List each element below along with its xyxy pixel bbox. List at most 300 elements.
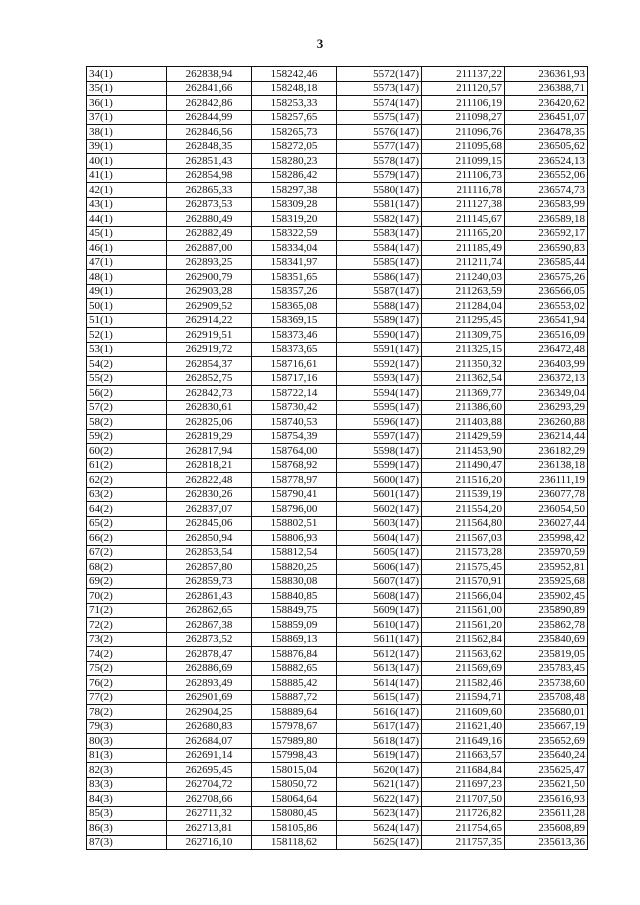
y-coord-cell: 158806,93: [252, 531, 337, 546]
point-id-cell: 5586(147): [337, 270, 422, 285]
y-coord-cell: 158373,65: [252, 342, 337, 357]
point-id-cell: 5582(147): [337, 212, 422, 227]
y-coord-cell: 235608,89: [505, 821, 588, 836]
point-id-cell: 60(2): [87, 444, 167, 459]
y-coord-cell: 158365,08: [252, 299, 337, 314]
x-coord-cell: 262684,07: [167, 734, 252, 749]
point-id-cell: 5601(147): [337, 487, 422, 502]
point-id-cell: 5608(147): [337, 589, 422, 604]
table-row: [87, 241, 588, 256]
y-coord-cell: 235625,47: [505, 763, 588, 778]
point-id-cell: 76(2): [87, 676, 167, 691]
x-coord-cell: 262850,94: [167, 531, 252, 546]
x-coord-cell: 211582,46: [422, 676, 505, 691]
point-id-cell: 5577(147): [337, 139, 422, 154]
point-id-cell: 65(2): [87, 516, 167, 531]
y-coord-cell: 158357,26: [252, 284, 337, 299]
y-coord-cell: 158286,42: [252, 168, 337, 183]
x-coord-cell: 262880,49: [167, 212, 252, 227]
y-coord-cell: 158322,59: [252, 226, 337, 241]
x-coord-cell: 211573,28: [422, 545, 505, 560]
point-id-cell: 78(2): [87, 705, 167, 720]
y-coord-cell: 158768,92: [252, 458, 337, 473]
x-coord-cell: 262878,47: [167, 647, 252, 662]
x-coord-cell: 211325,15: [422, 342, 505, 357]
x-coord-cell: 211490,47: [422, 458, 505, 473]
x-coord-cell: 211663,57: [422, 748, 505, 763]
point-id-cell: 5610(147): [337, 618, 422, 633]
table-row: [87, 154, 588, 169]
y-coord-cell: 158790,41: [252, 487, 337, 502]
x-coord-cell: 211429,59: [422, 429, 505, 444]
x-coord-cell: 211369,77: [422, 386, 505, 401]
x-coord-cell: 211185,49: [422, 241, 505, 256]
y-coord-cell: 158812,54: [252, 545, 337, 560]
point-id-cell: 5624(147): [337, 821, 422, 836]
table-row: [87, 473, 588, 488]
y-coord-cell: 236372,13: [505, 371, 588, 386]
table-row: [87, 502, 588, 517]
y-coord-cell: 158830,08: [252, 574, 337, 589]
x-coord-cell: 211284,04: [422, 299, 505, 314]
y-coord-cell: 158105,86: [252, 821, 337, 836]
x-coord-cell: 262844,99: [167, 110, 252, 125]
table-row: [87, 734, 588, 749]
point-id-cell: 54(2): [87, 357, 167, 372]
y-coord-cell: 235667,19: [505, 719, 588, 734]
y-coord-cell: 235952,81: [505, 560, 588, 575]
y-coord-cell: 236524,13: [505, 154, 588, 169]
table-row: [87, 96, 588, 111]
point-id-cell: 5593(147): [337, 371, 422, 386]
point-id-cell: 77(2): [87, 690, 167, 705]
point-id-cell: 38(1): [87, 125, 167, 140]
table-row: [87, 719, 588, 734]
x-coord-cell: 211106,19: [422, 96, 505, 111]
y-coord-cell: 158369,15: [252, 313, 337, 328]
table-row: [87, 299, 588, 314]
y-coord-cell: 236574,73: [505, 183, 588, 198]
x-coord-cell: 211554,20: [422, 502, 505, 517]
point-id-cell: 69(2): [87, 574, 167, 589]
y-coord-cell: 235970,59: [505, 545, 588, 560]
x-coord-cell: 262859,73: [167, 574, 252, 589]
y-coord-cell: 236361,93: [505, 67, 588, 82]
x-coord-cell: 262857,80: [167, 560, 252, 575]
y-coord-cell: 157989,80: [252, 734, 337, 749]
table-row: [87, 618, 588, 633]
y-coord-cell: 236388,71: [505, 81, 588, 96]
y-coord-cell: 158064,64: [252, 792, 337, 807]
x-coord-cell: 211403,88: [422, 415, 505, 430]
point-id-cell: 79(3): [87, 719, 167, 734]
x-coord-cell: 262851,43: [167, 154, 252, 169]
x-coord-cell: 211569,69: [422, 661, 505, 676]
table-row: [87, 661, 588, 676]
y-coord-cell: 158319,20: [252, 212, 337, 227]
point-id-cell: 63(2): [87, 487, 167, 502]
table-row: [87, 125, 588, 140]
point-id-cell: 5574(147): [337, 96, 422, 111]
y-coord-cell: 158242,46: [252, 67, 337, 82]
point-id-cell: 80(3): [87, 734, 167, 749]
table-row: [87, 603, 588, 618]
x-coord-cell: 211570,91: [422, 574, 505, 589]
point-id-cell: 5602(147): [337, 502, 422, 517]
y-coord-cell: 235652,69: [505, 734, 588, 749]
x-coord-cell: 262846,56: [167, 125, 252, 140]
x-coord-cell: 262903,28: [167, 284, 252, 299]
x-coord-cell: 211684,84: [422, 763, 505, 778]
point-id-cell: 51(1): [87, 313, 167, 328]
point-id-cell: 5578(147): [337, 154, 422, 169]
x-coord-cell: 211697,23: [422, 777, 505, 792]
y-coord-cell: 158840,85: [252, 589, 337, 604]
x-coord-cell: 211165,20: [422, 226, 505, 241]
point-id-cell: 68(2): [87, 560, 167, 575]
point-id-cell: 5588(147): [337, 299, 422, 314]
y-coord-cell: 235998,42: [505, 531, 588, 546]
point-id-cell: 5607(147): [337, 574, 422, 589]
point-id-cell: 64(2): [87, 502, 167, 517]
y-coord-cell: 158309,28: [252, 197, 337, 212]
x-coord-cell: 211754,65: [422, 821, 505, 836]
point-id-cell: 5617(147): [337, 719, 422, 734]
x-coord-cell: 262901,69: [167, 690, 252, 705]
y-coord-cell: 235613,36: [505, 835, 588, 850]
table-row: [87, 67, 588, 82]
table-row: [87, 560, 588, 575]
x-coord-cell: 211562,84: [422, 632, 505, 647]
y-coord-cell: 235925,68: [505, 574, 588, 589]
x-coord-cell: 262818,21: [167, 458, 252, 473]
x-coord-cell: 262853,54: [167, 545, 252, 560]
x-coord-cell: 262914,22: [167, 313, 252, 328]
point-id-cell: 5591(147): [337, 342, 422, 357]
point-id-cell: 82(3): [87, 763, 167, 778]
x-coord-cell: 211240,03: [422, 270, 505, 285]
x-coord-cell: 211099,15: [422, 154, 505, 169]
y-coord-cell: 235621,50: [505, 777, 588, 792]
y-coord-cell: 158253,33: [252, 96, 337, 111]
y-coord-cell: 158265,73: [252, 125, 337, 140]
y-coord-cell: 158015,04: [252, 763, 337, 778]
table-row: [87, 763, 588, 778]
point-id-cell: 87(3): [87, 835, 167, 850]
point-id-cell: 42(1): [87, 183, 167, 198]
table-row: [87, 676, 588, 691]
x-coord-cell: 211263,59: [422, 284, 505, 299]
point-id-cell: 56(2): [87, 386, 167, 401]
point-id-cell: 5584(147): [337, 241, 422, 256]
x-coord-cell: 211561,00: [422, 603, 505, 618]
x-coord-cell: 262862,65: [167, 603, 252, 618]
table-row: [87, 342, 588, 357]
table-row: [87, 835, 588, 850]
point-id-cell: 5587(147): [337, 284, 422, 299]
table-row: [87, 458, 588, 473]
x-coord-cell: 211295,45: [422, 313, 505, 328]
table-row: [87, 444, 588, 459]
point-id-cell: 67(2): [87, 545, 167, 560]
table-row: [87, 270, 588, 285]
point-id-cell: 5598(147): [337, 444, 422, 459]
point-id-cell: 5597(147): [337, 429, 422, 444]
x-coord-cell: 262909,52: [167, 299, 252, 314]
y-coord-cell: 236077,78: [505, 487, 588, 502]
x-coord-cell: 262886,69: [167, 661, 252, 676]
y-coord-cell: 157998,43: [252, 748, 337, 763]
table-row: [87, 415, 588, 430]
y-coord-cell: 236589,18: [505, 212, 588, 227]
point-id-cell: 84(3): [87, 792, 167, 807]
point-id-cell: 53(1): [87, 342, 167, 357]
y-coord-cell: 158272,05: [252, 139, 337, 154]
y-coord-cell: 158764,00: [252, 444, 337, 459]
point-id-cell: 5605(147): [337, 545, 422, 560]
table-row: [87, 328, 588, 343]
x-coord-cell: 262900,79: [167, 270, 252, 285]
x-coord-cell: 262695,45: [167, 763, 252, 778]
x-coord-cell: 211649,16: [422, 734, 505, 749]
y-coord-cell: 236260,88: [505, 415, 588, 430]
y-coord-cell: 235680,01: [505, 705, 588, 720]
point-id-cell: 5579(147): [337, 168, 422, 183]
y-coord-cell: 236575,26: [505, 270, 588, 285]
point-id-cell: 34(1): [87, 67, 167, 82]
table-row: [87, 705, 588, 720]
y-coord-cell: 158118,62: [252, 835, 337, 850]
y-coord-cell: 236182,29: [505, 444, 588, 459]
y-coord-cell: 236027,44: [505, 516, 588, 531]
x-coord-cell: 262873,53: [167, 197, 252, 212]
table-row: [87, 487, 588, 502]
point-id-cell: 72(2): [87, 618, 167, 633]
y-coord-cell: 158722,14: [252, 386, 337, 401]
table-row: [87, 748, 588, 763]
page-number: 3: [316, 36, 324, 51]
x-coord-cell: 211145,67: [422, 212, 505, 227]
point-id-cell: 49(1): [87, 284, 167, 299]
coordinates-table-body: [87, 67, 588, 850]
y-coord-cell: 235611,28: [505, 806, 588, 821]
x-coord-cell: 211211,74: [422, 255, 505, 270]
point-id-cell: 5575(147): [337, 110, 422, 125]
point-id-cell: 5618(147): [337, 734, 422, 749]
x-coord-cell: 262852,75: [167, 371, 252, 386]
table-row: [87, 255, 588, 270]
y-coord-cell: 158859,09: [252, 618, 337, 633]
point-id-cell: 35(1): [87, 81, 167, 96]
y-coord-cell: 158882,65: [252, 661, 337, 676]
y-coord-cell: 158869,13: [252, 632, 337, 647]
y-coord-cell: 158248,18: [252, 81, 337, 96]
y-coord-cell: 235783,45: [505, 661, 588, 676]
y-coord-cell: 157978,67: [252, 719, 337, 734]
point-id-cell: 5595(147): [337, 400, 422, 415]
y-coord-cell: 158257,65: [252, 110, 337, 125]
x-coord-cell: 211098,27: [422, 110, 505, 125]
y-coord-cell: 158802,51: [252, 516, 337, 531]
x-coord-cell: 262704,72: [167, 777, 252, 792]
point-id-cell: 5614(147): [337, 676, 422, 691]
x-coord-cell: 211309,75: [422, 328, 505, 343]
table-row: [87, 386, 588, 401]
point-id-cell: 5622(147): [337, 792, 422, 807]
table-row: [87, 110, 588, 125]
y-coord-cell: 236552,06: [505, 168, 588, 183]
point-id-cell: 5612(147): [337, 647, 422, 662]
point-id-cell: 57(2): [87, 400, 167, 415]
x-coord-cell: 211095,68: [422, 139, 505, 154]
point-id-cell: 70(2): [87, 589, 167, 604]
y-coord-cell: 236505,62: [505, 139, 588, 154]
x-coord-cell: 262865,33: [167, 183, 252, 198]
x-coord-cell: 262867,38: [167, 618, 252, 633]
y-coord-cell: 235616,93: [505, 792, 588, 807]
x-coord-cell: 262817,94: [167, 444, 252, 459]
point-id-cell: 73(2): [87, 632, 167, 647]
x-coord-cell: 211575,45: [422, 560, 505, 575]
point-id-cell: 5572(147): [337, 67, 422, 82]
x-coord-cell: 211566,04: [422, 589, 505, 604]
y-coord-cell: 235840,69: [505, 632, 588, 647]
y-coord-cell: 236403,99: [505, 357, 588, 372]
point-id-cell: 39(1): [87, 139, 167, 154]
coordinates-table: [86, 66, 588, 850]
y-coord-cell: 236293,29: [505, 400, 588, 415]
y-coord-cell: 158885,42: [252, 676, 337, 691]
point-id-cell: 50(1): [87, 299, 167, 314]
point-id-cell: 36(1): [87, 96, 167, 111]
table-row: [87, 516, 588, 531]
y-coord-cell: 158373,46: [252, 328, 337, 343]
x-coord-cell: 211567,03: [422, 531, 505, 546]
x-coord-cell: 211564,80: [422, 516, 505, 531]
table-row: [87, 313, 588, 328]
x-coord-cell: 262845,06: [167, 516, 252, 531]
x-coord-cell: 262887,00: [167, 241, 252, 256]
y-coord-cell: 236516,09: [505, 328, 588, 343]
point-id-cell: 44(1): [87, 212, 167, 227]
point-id-cell: 5615(147): [337, 690, 422, 705]
point-id-cell: 45(1): [87, 226, 167, 241]
table-row: [87, 226, 588, 241]
x-coord-cell: 262691,14: [167, 748, 252, 763]
x-coord-cell: 262822,48: [167, 473, 252, 488]
point-id-cell: 37(1): [87, 110, 167, 125]
point-id-cell: 5594(147): [337, 386, 422, 401]
point-id-cell: 5621(147): [337, 777, 422, 792]
point-id-cell: 5600(147): [337, 473, 422, 488]
table-row: [87, 371, 588, 386]
point-id-cell: 71(2): [87, 603, 167, 618]
x-coord-cell: 262904,25: [167, 705, 252, 720]
table-row: [87, 212, 588, 227]
y-coord-cell: 158876,84: [252, 647, 337, 662]
y-coord-cell: 236592,17: [505, 226, 588, 241]
point-id-cell: 5583(147): [337, 226, 422, 241]
y-coord-cell: 158730,42: [252, 400, 337, 415]
y-coord-cell: 158341,97: [252, 255, 337, 270]
point-id-cell: 5589(147): [337, 313, 422, 328]
x-coord-cell: 211609,60: [422, 705, 505, 720]
x-coord-cell: 211106,73: [422, 168, 505, 183]
table-row: [87, 632, 588, 647]
point-id-cell: 66(2): [87, 531, 167, 546]
table-row: [87, 168, 588, 183]
point-id-cell: 5580(147): [337, 183, 422, 198]
y-coord-cell: 236138,18: [505, 458, 588, 473]
table-row: [87, 777, 588, 792]
y-coord-cell: 158740,53: [252, 415, 337, 430]
point-id-cell: 5573(147): [337, 81, 422, 96]
x-coord-cell: 262680,83: [167, 719, 252, 734]
x-coord-cell: 211116,78: [422, 183, 505, 198]
table-row: [87, 357, 588, 372]
x-coord-cell: 262861,43: [167, 589, 252, 604]
y-coord-cell: 236420,62: [505, 96, 588, 111]
x-coord-cell: 262830,26: [167, 487, 252, 502]
point-id-cell: 5596(147): [337, 415, 422, 430]
x-coord-cell: 211594,71: [422, 690, 505, 705]
x-coord-cell: 211137,22: [422, 67, 505, 82]
table-row: [87, 690, 588, 705]
x-coord-cell: 262716,10: [167, 835, 252, 850]
x-coord-cell: 262893,25: [167, 255, 252, 270]
point-id-cell: 86(3): [87, 821, 167, 836]
point-id-cell: 62(2): [87, 473, 167, 488]
y-coord-cell: 236553,02: [505, 299, 588, 314]
point-id-cell: 5625(147): [337, 835, 422, 850]
point-id-cell: 5599(147): [337, 458, 422, 473]
point-id-cell: 5606(147): [337, 560, 422, 575]
point-id-cell: 48(1): [87, 270, 167, 285]
table-row: [87, 197, 588, 212]
x-coord-cell: 211096,76: [422, 125, 505, 140]
y-coord-cell: 236585,44: [505, 255, 588, 270]
x-coord-cell: 262819,29: [167, 429, 252, 444]
table-row: [87, 429, 588, 444]
x-coord-cell: 211120,57: [422, 81, 505, 96]
table-row: [87, 183, 588, 198]
x-coord-cell: 262842,86: [167, 96, 252, 111]
point-id-cell: 83(3): [87, 777, 167, 792]
point-id-cell: 74(2): [87, 647, 167, 662]
table-row: [87, 647, 588, 662]
y-coord-cell: 158887,72: [252, 690, 337, 705]
point-id-cell: 5609(147): [337, 603, 422, 618]
y-coord-cell: 235862,78: [505, 618, 588, 633]
x-coord-cell: 211621,40: [422, 719, 505, 734]
x-coord-cell: 211563,62: [422, 647, 505, 662]
y-coord-cell: 236541,94: [505, 313, 588, 328]
x-coord-cell: 262838,94: [167, 67, 252, 82]
y-coord-cell: 236478,35: [505, 125, 588, 140]
y-coord-cell: 158889,64: [252, 705, 337, 720]
x-coord-cell: 211707,50: [422, 792, 505, 807]
x-coord-cell: 211539,19: [422, 487, 505, 502]
y-coord-cell: 236583,99: [505, 197, 588, 212]
y-coord-cell: 236214,44: [505, 429, 588, 444]
point-id-cell: 5592(147): [337, 357, 422, 372]
point-id-cell: 55(2): [87, 371, 167, 386]
x-coord-cell: 262893,49: [167, 676, 252, 691]
y-coord-cell: 158820,25: [252, 560, 337, 575]
y-coord-cell: 236349,04: [505, 386, 588, 401]
y-coord-cell: 158849,75: [252, 603, 337, 618]
point-id-cell: 85(3): [87, 806, 167, 821]
